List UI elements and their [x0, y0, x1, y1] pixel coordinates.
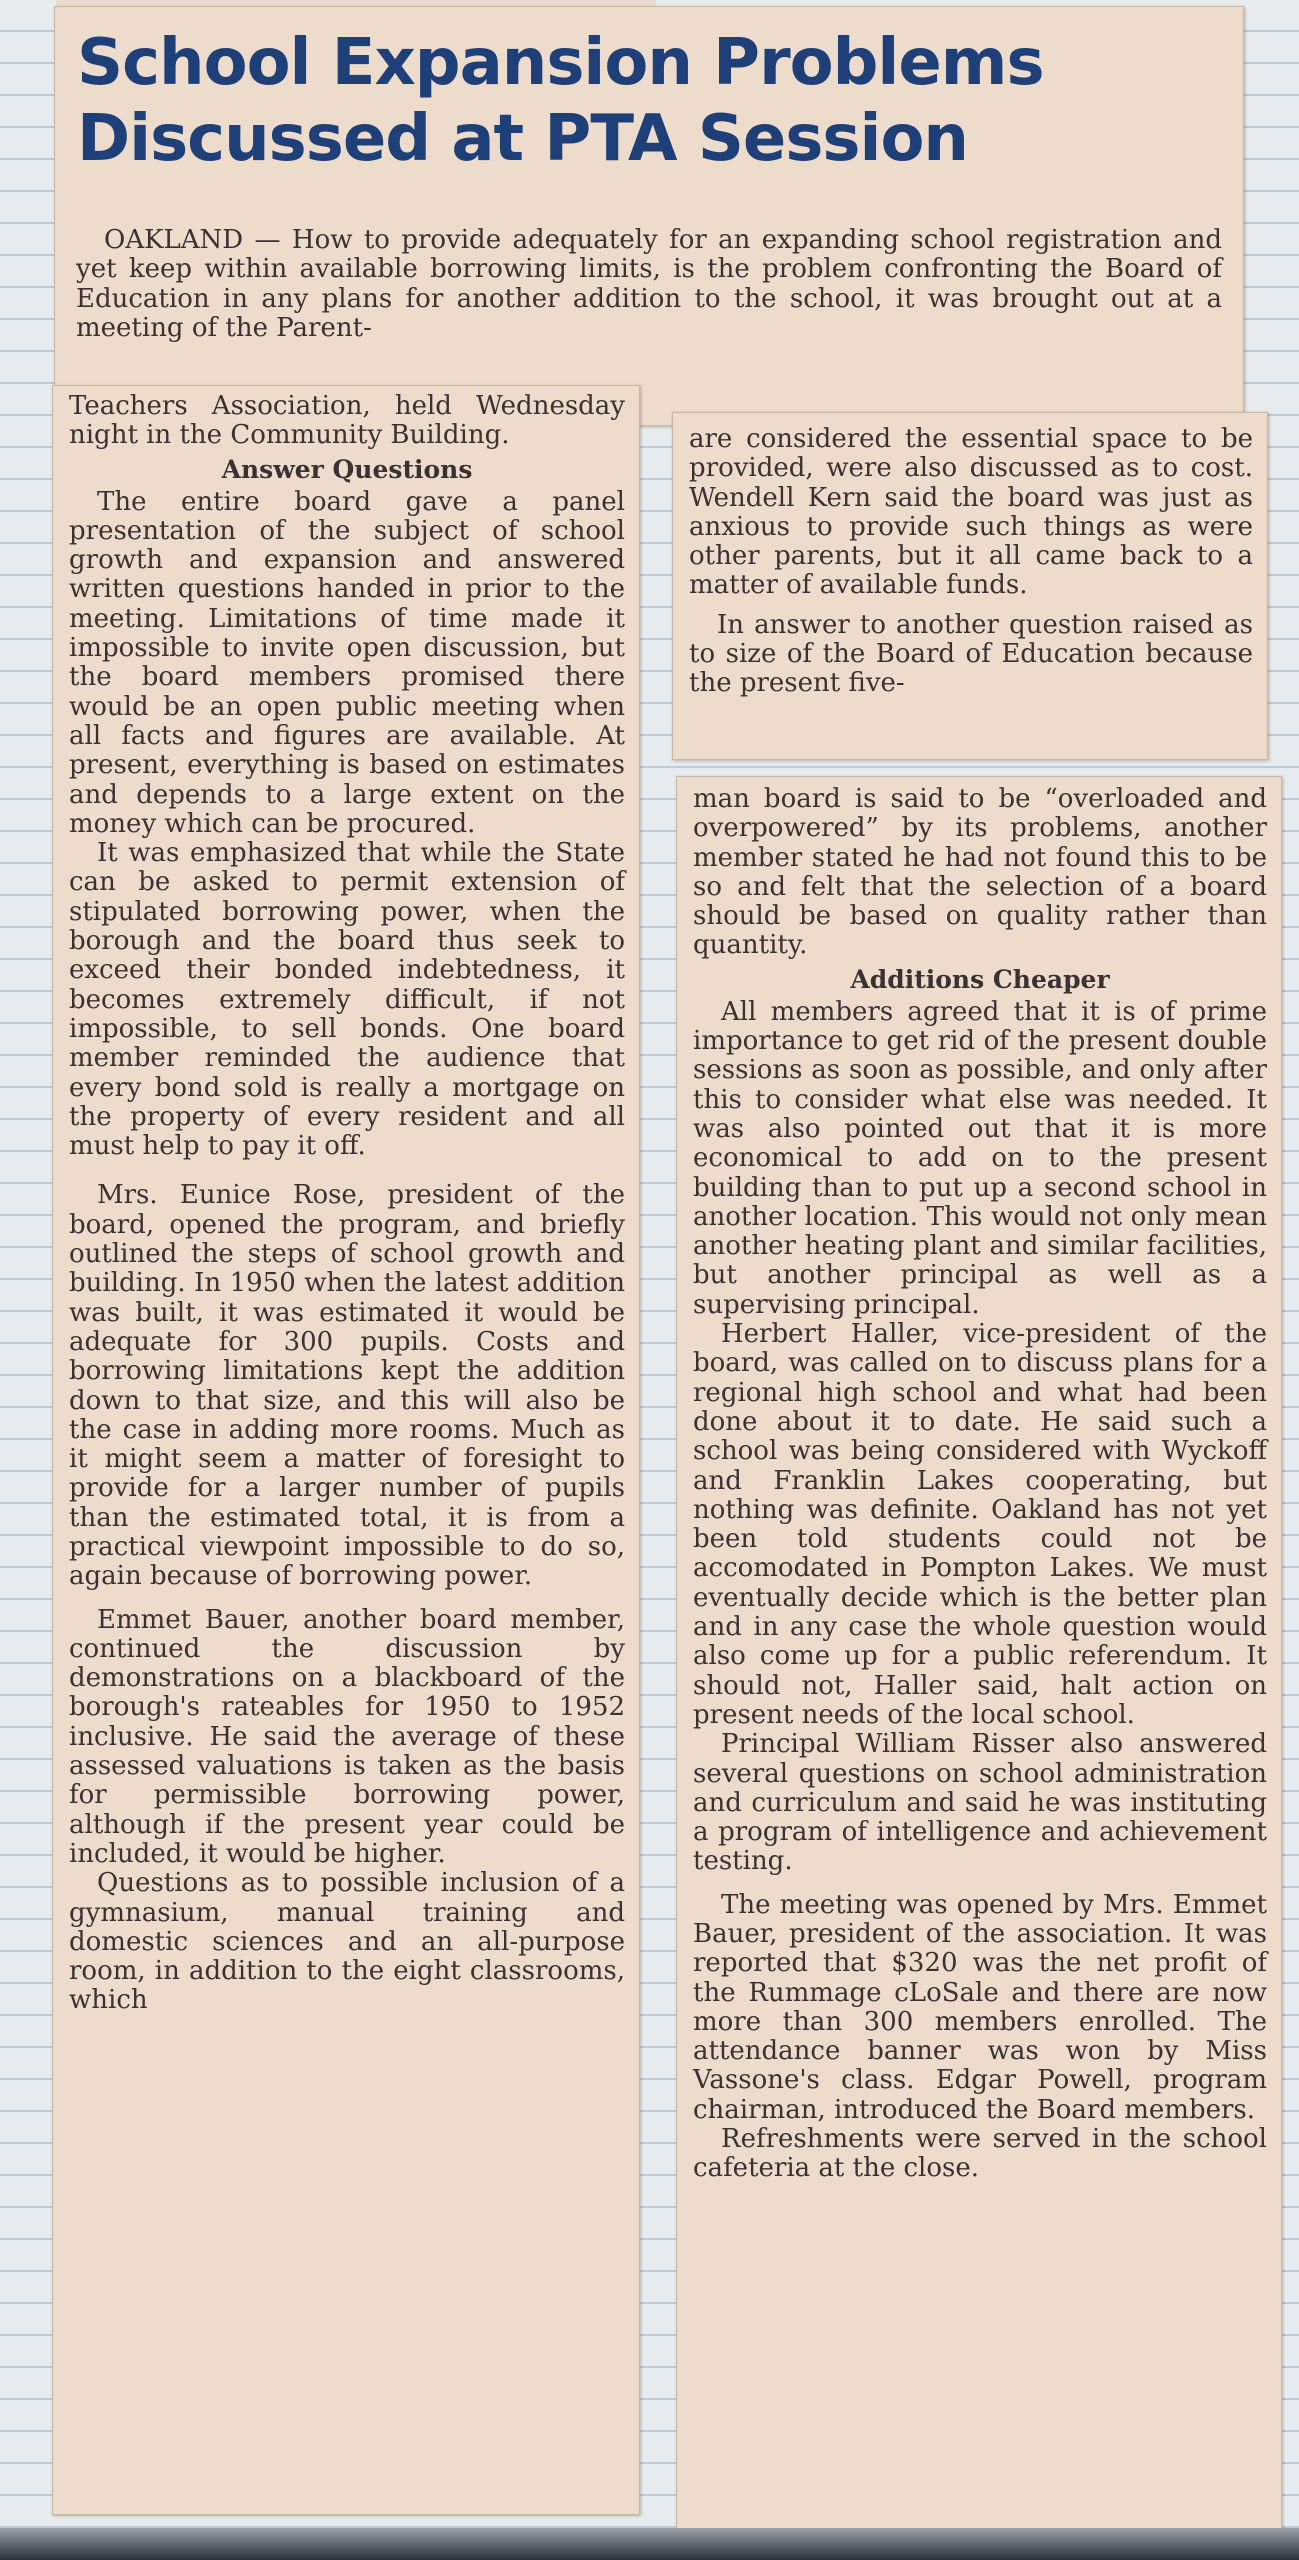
paragraph: It was emphasized that while the State can be asked to permit extension of stipulated borrowing power, when the borough and the board thus seek to exceed their bonded indebtedness, it becomes extremely difficult, if not impossible, to sell bonds. One board member reminded the audience that every bond sold is really a mortgage on the property of every resident and all must help to pay it off.	[69, 838, 625, 1162]
left-column-clipping	[52, 385, 640, 2515]
paragraph: Herbert Haller, vice-president of the board, was called on to discuss plans for a regional high school and what had been done about it to date. He said such a school was being considered with Wyckoff and Franklin Lakes cooperating, but nothing was definite. Oakland has not yet been told students could not be accomodated in Pompton Lakes. We must eventually decide which is the better plan and in any case the whole question would also come up for a public referendum. It should not, Haller said, halt action on present needs of the local school.	[693, 1319, 1267, 1730]
right-top-column-clipping	[672, 412, 1268, 760]
paragraph: Refreshments were served in the school cafeteria at the close.	[693, 2124, 1267, 2184]
paragraph: The meeting was opened by Mrs. Emmet Bauer, president of the association. It was reported that $320 was the net profit of the Rummage cLoSale and there are now more than 300 members enrolled. The attendance banner was won by Miss Vassone's class. Edgar Powell, program chairman, introduced the Board members.	[693, 1889, 1267, 2125]
scan-bottom-edge	[0, 2528, 1299, 2560]
lead-paragraph-tail: Teachers Association, held Wednesday night in the Community Building.	[69, 391, 625, 451]
subhead-additions-cheaper: Additions Cheaper	[850, 964, 1110, 994]
subhead-answer-questions: Answer Questions	[221, 454, 473, 484]
paragraph: Mrs. Eunice Rose, president of the board, opened the program, and briefly outlined the steps of school growth and building. In 1950 when the latest addition was built, it was estimated it would be adequate for 300 pupils. Costs and borrowing limitations kept the addition down to that size, and this will also be the case in adding more rooms. Much as it might seem a matter of foresight to provide for a larger number of pupils than the estimated total, it is from a practical viewpoint impossible to do so, again because of borrowing power.	[69, 1180, 625, 1592]
paragraph: man board is said to be “overloaded and overpowered” by its problems, another member stated he had not found this to be so and felt that the selection of a board should be based on quality rather than quantity.	[693, 784, 1267, 961]
paragraph: Principal William Risser also answered several questions on school administration and curriculum and said he was instituting a program of intelligence and achievement testing.	[693, 1729, 1267, 1877]
headline-line-2: Discussed at PTA Session	[77, 102, 968, 176]
paragraph: All members agreed that it is of prime importance to get rid of the present double sessions as soon as possible, and only after this to consider what else was needed. It was also pointed out that it is more economical to add on to the present building than to put up a second school in another location. This would not only mean another heating plant and similar facilities, but another principal as well as a supervising principal.	[693, 996, 1267, 1320]
paragraph: Questions as to possible inclusion of a gymnasium, manual training and domestic sciences and an all-purpose room, in addition to the eight classrooms, which	[69, 1868, 625, 2016]
paragraph: Emmet Bauer, another board member, continued the discussion by demonstrations on a blackboard of the borough's rateables for 1950 to 1952 inclusive. He said the average of these assessed valuations is taken as the basis for permissible borrowing power, although if the present year could be included, it would be higher.	[69, 1604, 625, 1869]
headline-line-1: School Expansion Problems	[77, 26, 1044, 100]
paragraph: In answer to another question raised as to size of the Board of Education because the present five-	[689, 609, 1253, 699]
lead-paragraph: OAKLAND — How to provide adequately for an expanding school registration and yet keep within available borrowing limits, is the problem confronting the Board of Education in any plans for another addition to the school, it was brought out at a meeting of the Parent-	[76, 225, 1222, 343]
right-bottom-column-clipping	[676, 776, 1282, 2530]
paragraph: are considered the essential space to be provided, were also discussed as to cost. Wendell Kern said the board was just as anxious to provide such things as were other parents, but it all came back to a matter of available funds.	[689, 424, 1253, 601]
paragraph: The entire board gave a panel presentation of the subject of school growth and expansion and answered written questions handed in prior to the meeting. Limitations of time made it impossible to invite open discussion, but the board members promised there would be an open public meeting when all facts and figures are available. At present, everything is based on estimates and depends to a large extent on the money which can be procured.	[69, 486, 625, 839]
